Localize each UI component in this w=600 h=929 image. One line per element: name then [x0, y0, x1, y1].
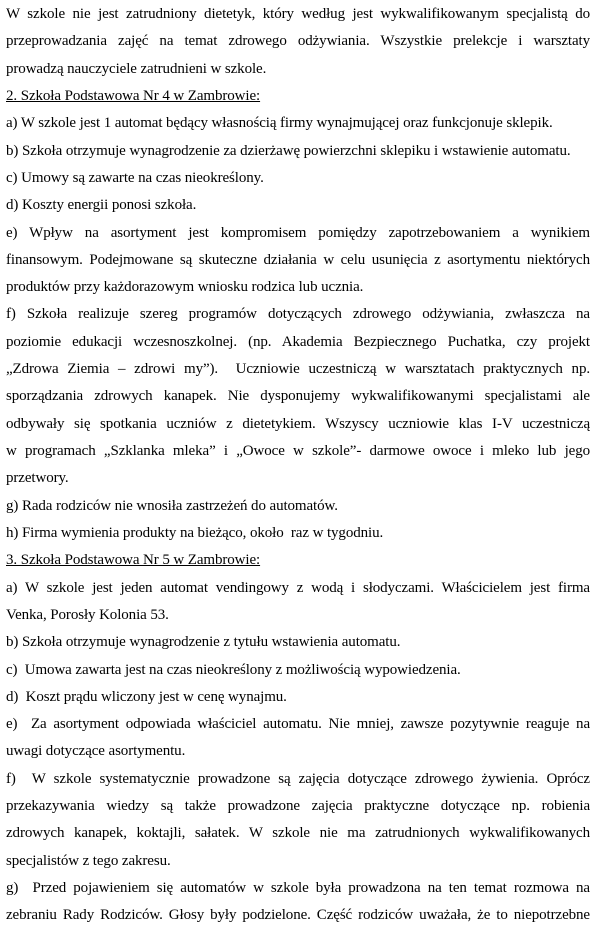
text-line: finansowym. Podejmowane są skuteczne działania w celu usunięcia z asortymentu niektórych	[6, 251, 590, 268]
list-item-d: d) Koszty energii ponosi szkoła.	[6, 197, 197, 214]
list-item-f: f) Szkoła realizuje szereg programów dotyczących zdrowego odżywiania, zwłaszcza na	[6, 306, 590, 323]
text-line: poziomie edukacji wczesnoszkolnej. (np. Akademia Bezpiecznego Puchatka, czy projekt	[6, 333, 590, 350]
text-line: sporządzania zdrowych kanapek. Nie dysponujemy wykwalifikowanymi specjalistami ale	[6, 388, 590, 405]
section-heading-sp5: 3. Szkoła Podstawowa Nr 5 w Zambrowie:	[6, 552, 261, 569]
text-line: przetwory.	[6, 470, 69, 487]
list-item-f: f) W szkole systematycznie prowadzone są zajęcia dotyczące zdrowego żywienia. Oprócz	[6, 770, 590, 787]
list-item-b: b) Szkoła otrzymuje wynagrodzenie z tytułu wstawienia automatu.	[6, 634, 401, 651]
text-line: prowadzą nauczyciele zatrudnieni w szkole.	[6, 60, 267, 77]
text-line: Venka, Porosły Kolonia 53.	[6, 606, 169, 623]
section-heading-sp4: 2. Szkoła Podstawowa Nr 4 w Zambrowie:	[6, 87, 261, 104]
text-line: produktów przy każdorazowym wniosku rodzica lub ucznia.	[6, 279, 364, 296]
list-item-g: g) Przed pojawieniem się automatów w szkole była prowadzona na ten temat rozmowa na	[6, 880, 590, 896]
text-line: W szkole nie jest zatrudniony dietetyk, który według jest wykwalifikowanym specjalistą do	[6, 6, 590, 22]
text-line: przekazywania wiedzy są także prowadzone zajęcia praktyczne dotyczące np. robienia	[6, 798, 590, 815]
text-line: zebraniu Rady Rodziców. Głosy były podzielone. Część rodziców uważała, że to niepotrzebne	[6, 907, 590, 924]
list-item-h: h) Firma wymienia produkty na bieżąco, około raz w tygodniu.	[6, 524, 384, 541]
list-item-e: e) Wpływ na asortyment jest kompromisem pomiędzy zapotrzebowaniem a wynikiem	[6, 224, 590, 241]
list-item-g: g) Rada rodziców nie wnosiła zastrzeżeń do automatów.	[6, 497, 338, 514]
text-line: przeprowadzania zajęć na temat zdrowego odżywiania. Wszystkie prelekcje i warsztaty	[6, 33, 590, 50]
text-line: w programach „Szklanka mleka” i „Owoce w szkole”- darmowe owoce i mleko lub jego	[6, 443, 590, 459]
list-item-a: a) W szkole jest 1 automat będący własnością firmy wynajmującej oraz funkcjonuje sklepik.	[6, 115, 553, 132]
text-line: odbywały się spotkania uczniów z dietetykiem. Wszyscy uczniowie klas I-V uczestniczą	[6, 415, 590, 432]
list-item-d: d) Koszt prądu wliczony jest w cenę wynajmu.	[6, 688, 287, 705]
list-item-c: c) Umowy są zawarte na czas nieokreślony.	[6, 169, 264, 186]
text-line: zdrowych kanapek, koktajli, sałatek. W szkole nie ma zatrudnionych wykwalifikowanych	[6, 825, 590, 842]
text-line: „Zdrowa Ziemia – zdrowi my”). Uczniowie uczestniczą w warsztatach praktycznych np.	[6, 361, 590, 378]
text-line: specjalistów z tego zakresu.	[6, 852, 171, 869]
list-item-a: a) W szkole jest jeden automat vendingowy z wodą i słodyczami. Właścicielem jest firma	[6, 579, 590, 596]
list-item-e: e) Za asortyment odpowiada właściciel automatu. Nie mniej, zawsze pozytywnie reaguje na	[6, 716, 590, 733]
text-line: uwagi dotyczące asortymentu.	[6, 743, 186, 760]
list-item-c: c) Umowa zawarta jest na czas nieokreślony z możliwością wypowiedzenia.	[6, 661, 461, 678]
list-item-b: b) Szkoła otrzymuje wynagrodzenie za dzierżawę powierzchni sklepiku i wstawienie automatu.	[6, 142, 571, 159]
